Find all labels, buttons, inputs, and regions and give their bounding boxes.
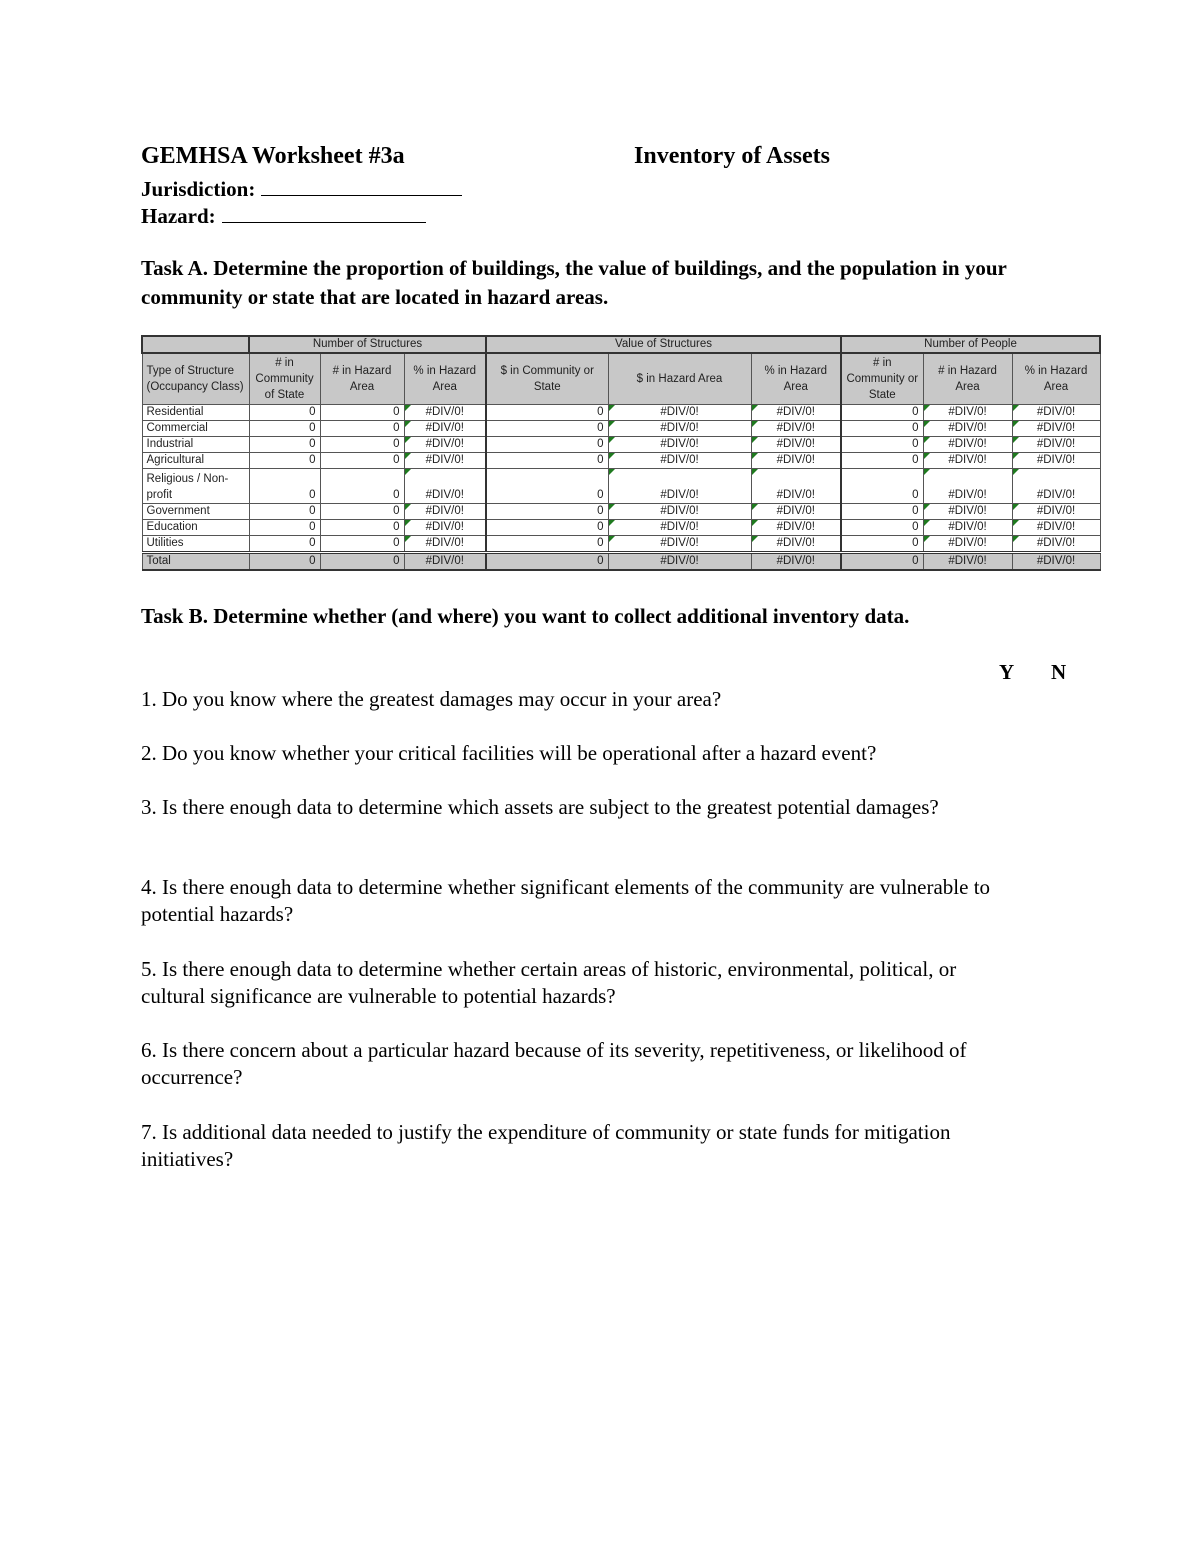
cell-value: #DIV/0! (776, 406, 815, 418)
comment-marker-icon (1013, 520, 1019, 526)
cell-pct-people (1012, 536, 1100, 553)
no-column-label: N (1051, 660, 1067, 684)
jurisdiction-field (141, 175, 462, 202)
cell-value: 0 (597, 555, 604, 567)
comment-marker-icon (1013, 405, 1019, 411)
cell-people-community (841, 504, 923, 520)
comment-marker-icon (752, 520, 758, 526)
cell-value: #DIV/0! (425, 537, 464, 549)
cell-value: #DIV/0! (1036, 454, 1076, 466)
cell-value: 0 (393, 422, 400, 434)
comment-marker-icon (405, 469, 411, 475)
cell-value: #DIV/0! (660, 422, 699, 434)
cell-value: 0 (393, 537, 400, 549)
cell-value: #DIV/0! (660, 489, 699, 501)
cell-value: 0 (597, 505, 604, 517)
cell-pct-structures (404, 421, 486, 437)
cell-value-hazard (608, 520, 751, 536)
hazard-blank[interactable] (222, 202, 426, 223)
cell-people-community (841, 453, 923, 469)
cell-people-hazard (923, 553, 1012, 571)
cell-value: #DIV/0! (425, 505, 464, 517)
cell-count-hazard (320, 504, 404, 520)
cell-value: #DIV/0! (425, 438, 464, 450)
cell-pct-structures (404, 469, 486, 504)
cell-pct-value (751, 553, 841, 571)
cell-value-community (486, 421, 608, 437)
section-title: Inventory of Assets (634, 143, 830, 169)
cell-count-hazard (320, 536, 404, 553)
cell-value: 0 (393, 505, 400, 517)
cell-count-hazard (320, 469, 404, 504)
cell-value: #DIV/0! (660, 438, 699, 450)
cell-value-community (486, 520, 608, 536)
cell-pct-value (751, 421, 841, 437)
cell-people-community (841, 520, 923, 536)
comment-marker-icon (1013, 421, 1019, 427)
question-2: 2. Do you know whether your critical facilities will be operational after a hazard event? (141, 741, 877, 765)
cell-type: Commercial (142, 421, 249, 437)
cell-value: 0 (393, 489, 400, 501)
comment-marker-icon (405, 405, 411, 411)
cell-value: 0 (597, 537, 604, 549)
cell-value: 0 (393, 438, 400, 450)
cell-pct-structures (404, 553, 486, 571)
hazard-label: Hazard: (141, 204, 216, 228)
comment-marker-icon (609, 421, 615, 427)
jurisdiction-label: Jurisdiction: (141, 177, 256, 201)
cell-value: #DIV/0! (1036, 505, 1076, 517)
table-row (142, 536, 1100, 553)
cell-value: 0 (309, 406, 316, 418)
cell-count-hazard (320, 520, 404, 536)
col-header-value-hazard: $ in Hazard Area (608, 353, 751, 405)
comment-marker-icon (405, 536, 411, 542)
cell-value: #DIV/0! (776, 537, 815, 549)
cell-value: 0 (597, 489, 604, 501)
cell-value-community (486, 453, 608, 469)
comment-marker-icon (924, 453, 930, 459)
cell-pct-people (1012, 504, 1100, 520)
cell-value: #DIV/0! (776, 422, 815, 434)
cell-value: 0 (912, 406, 919, 418)
cell-pct-people (1012, 520, 1100, 536)
cell-value: 0 (393, 555, 400, 567)
comment-marker-icon (405, 504, 411, 510)
cell-value: #DIV/0! (776, 521, 815, 533)
comment-marker-icon (609, 405, 615, 411)
table-row (142, 520, 1100, 536)
cell-value-community (486, 536, 608, 553)
comment-marker-icon (1013, 469, 1019, 475)
cell-count-hazard (320, 437, 404, 453)
cell-value: #DIV/0! (660, 555, 699, 567)
cell-value: #DIV/0! (425, 521, 464, 533)
cell-value: #DIV/0! (948, 505, 987, 517)
cell-pct-people (1012, 553, 1100, 571)
cell-value: #DIV/0! (948, 489, 987, 501)
cell-value: #DIV/0! (948, 537, 987, 549)
cell-people-community (841, 469, 923, 504)
cell-value: 0 (912, 489, 919, 501)
cell-value: 0 (597, 406, 604, 418)
table-row (142, 421, 1100, 437)
cell-value: #DIV/0! (660, 521, 699, 533)
cell-value: #DIV/0! (1036, 537, 1076, 549)
cell-value: 0 (912, 521, 919, 533)
assets-table-body (142, 405, 1100, 571)
cell-value: 0 (597, 454, 604, 466)
cell-value: 0 (912, 422, 919, 434)
cell-count-hazard (320, 405, 404, 421)
comment-marker-icon (752, 405, 758, 411)
comment-marker-icon (752, 421, 758, 427)
comment-marker-icon (405, 520, 411, 526)
cell-value: 0 (597, 521, 604, 533)
col-header-people-community: # in Community or State (841, 353, 923, 405)
jurisdiction-blank[interactable] (261, 175, 462, 196)
col-header-value-community: $ in Community or State (486, 353, 608, 405)
question-5: 5. Is there enough data to determine whether certain areas of historic, environmental, political, or cultural significance are vulnerable to potential hazards? (141, 957, 957, 1008)
worksheet-title: GEMHSA Worksheet #3a (141, 143, 405, 169)
cell-value: #DIV/0! (660, 505, 699, 517)
group-header-people: Number of People (841, 336, 1100, 353)
cell-value: #DIV/0! (776, 454, 815, 466)
cell-type: Government (142, 504, 249, 520)
cell-people-hazard (923, 536, 1012, 553)
cell-pct-structures (404, 504, 486, 520)
cell-count-community (249, 453, 320, 469)
cell-pct-people (1012, 405, 1100, 421)
question-6: 6. Is there concern about a particular hazard because of its severity, repetitiveness, or likelihood of occurrence? (141, 1038, 967, 1089)
cell-people-hazard (923, 504, 1012, 520)
cell-value: 0 (912, 555, 919, 567)
cell-value: 0 (309, 555, 316, 567)
question-1: 1. Do you know where the greatest damages may occur in your area? (141, 687, 722, 711)
cell-pct-structures (404, 453, 486, 469)
table-row (142, 504, 1100, 520)
cell-value: 0 (309, 521, 316, 533)
comment-marker-icon (924, 536, 930, 542)
cell-pct-value (751, 520, 841, 536)
column-header-row (142, 353, 1100, 405)
cell-value: #DIV/0! (776, 489, 815, 501)
cell-value-community (486, 405, 608, 421)
col-header-pct-people: % in Hazard Area (1012, 353, 1100, 405)
cell-value: 0 (309, 422, 316, 434)
cell-value: 0 (393, 454, 400, 466)
cell-value: 0 (393, 406, 400, 418)
table-row (142, 469, 1100, 504)
cell-value: #DIV/0! (948, 521, 987, 533)
comment-marker-icon (924, 504, 930, 510)
cell-people-hazard (923, 469, 1012, 504)
cell-value: #DIV/0! (425, 406, 464, 418)
cell-people-community (841, 437, 923, 453)
cell-value: #DIV/0! (948, 406, 987, 418)
cell-value: #DIV/0! (660, 537, 699, 549)
cell-value: #DIV/0! (948, 422, 987, 434)
yes-column-label: Y (999, 660, 1015, 684)
cell-type: Total (142, 553, 249, 571)
cell-count-community (249, 405, 320, 421)
cell-value: 0 (912, 438, 919, 450)
cell-value: #DIV/0! (948, 454, 987, 466)
cell-value: #DIV/0! (1036, 438, 1076, 450)
cell-type: Religious / Non-profit (142, 469, 249, 504)
cell-value: #DIV/0! (425, 555, 464, 567)
comment-marker-icon (609, 469, 615, 475)
cell-pct-people (1012, 469, 1100, 504)
cell-value: 0 (309, 537, 316, 549)
cell-count-community (249, 469, 320, 504)
total-row (142, 553, 1100, 571)
cell-pct-structures (404, 536, 486, 553)
cell-people-community (841, 405, 923, 421)
cell-value-community (486, 469, 608, 504)
comment-marker-icon (609, 437, 615, 443)
cell-count-community (249, 536, 320, 553)
comment-marker-icon (609, 504, 615, 510)
cell-count-hazard (320, 553, 404, 571)
comment-marker-icon (924, 520, 930, 526)
comment-marker-icon (405, 437, 411, 443)
cell-value-hazard (608, 405, 751, 421)
comment-marker-icon (924, 437, 930, 443)
cell-people-hazard (923, 437, 1012, 453)
col-header-pct-structures: % in Hazard Area (404, 353, 486, 405)
comment-marker-icon (1013, 453, 1019, 459)
group-header-structures: Number of Structures (249, 336, 486, 353)
cell-people-hazard (923, 520, 1012, 536)
cell-value: 0 (309, 489, 316, 501)
cell-type: Agricultural (142, 453, 249, 469)
table-row (142, 453, 1100, 469)
cell-value: #DIV/0! (1036, 406, 1076, 418)
comment-marker-icon (1013, 536, 1019, 542)
cell-type: Education (142, 520, 249, 536)
cell-value-hazard (608, 553, 751, 571)
cell-value-hazard (608, 536, 751, 553)
assets-table-wrapper (141, 335, 1099, 571)
cell-pct-people (1012, 421, 1100, 437)
cell-value: #DIV/0! (660, 406, 699, 418)
comment-marker-icon (924, 469, 930, 475)
cell-count-hazard (320, 453, 404, 469)
cell-value-community (486, 437, 608, 453)
cell-pct-value (751, 504, 841, 520)
cell-value: #DIV/0! (425, 422, 464, 434)
cell-count-community (249, 437, 320, 453)
group-header-value: Value of Structures (486, 336, 841, 353)
cell-people-hazard (923, 421, 1012, 437)
question-4: 4. Is there enough data to determine whether significant elements of the community are vulnerable to potential hazards? (141, 875, 991, 926)
cell-pct-value (751, 405, 841, 421)
cell-value: #DIV/0! (776, 555, 815, 567)
cell-pct-structures (404, 520, 486, 536)
cell-value: #DIV/0! (1036, 521, 1076, 533)
cell-value-hazard (608, 453, 751, 469)
comment-marker-icon (1013, 437, 1019, 443)
cell-pct-value (751, 437, 841, 453)
cell-count-community (249, 504, 320, 520)
group-header-blank (142, 336, 249, 353)
comment-marker-icon (752, 437, 758, 443)
task-a-instructions: Task A. Determine the proportion of buildings, the value of buildings, and the population in your community or state that are located in hazard areas. (141, 256, 1007, 309)
cell-value: 0 (309, 454, 316, 466)
cell-count-hazard (320, 421, 404, 437)
cell-value: #DIV/0! (948, 555, 987, 567)
comment-marker-icon (752, 504, 758, 510)
cell-value: #DIV/0! (425, 454, 464, 466)
cell-people-hazard (923, 453, 1012, 469)
table-row (142, 405, 1100, 421)
cell-value: 0 (597, 422, 604, 434)
cell-people-community (841, 536, 923, 553)
cell-value: #DIV/0! (1036, 489, 1076, 501)
cell-value: #DIV/0! (425, 489, 464, 501)
cell-pct-value (751, 469, 841, 504)
cell-type: Residential (142, 405, 249, 421)
cell-pct-value (751, 536, 841, 553)
group-header-row (142, 336, 1100, 353)
cell-value: 0 (309, 438, 316, 450)
comment-marker-icon (405, 453, 411, 459)
cell-type: Utilities (142, 536, 249, 553)
cell-people-community (841, 421, 923, 437)
cell-value-hazard (608, 437, 751, 453)
cell-value-hazard (608, 504, 751, 520)
task-b-instructions: Task B. Determine whether (and where) you want to collect additional inventory data. (141, 604, 910, 628)
cell-pct-structures (404, 405, 486, 421)
cell-pct-people (1012, 453, 1100, 469)
cell-value: 0 (912, 537, 919, 549)
cell-value: #DIV/0! (1036, 422, 1076, 434)
comment-marker-icon (609, 453, 615, 459)
comment-marker-icon (924, 405, 930, 411)
comment-marker-icon (405, 421, 411, 427)
table-row (142, 437, 1100, 453)
question-7: 7. Is additional data needed to justify the expenditure of community or state funds for mitigation initiatives? (141, 1120, 951, 1171)
comment-marker-icon (924, 421, 930, 427)
cell-value: 0 (597, 438, 604, 450)
cell-count-community (249, 421, 320, 437)
cell-value: #DIV/0! (660, 454, 699, 466)
cell-count-community (249, 520, 320, 536)
cell-value: 0 (393, 521, 400, 533)
cell-value: 0 (912, 505, 919, 517)
cell-pct-people (1012, 437, 1100, 453)
cell-value-hazard (608, 421, 751, 437)
cell-value-community (486, 553, 608, 571)
col-header-type: Type of Structure (Occupancy Class) (142, 353, 249, 405)
cell-value: #DIV/0! (1036, 555, 1076, 567)
cell-value: #DIV/0! (948, 438, 987, 450)
col-header-count-community: # in Community of State (249, 353, 320, 405)
assets-table (141, 335, 1101, 571)
cell-type: Industrial (142, 437, 249, 453)
comment-marker-icon (752, 453, 758, 459)
cell-value-hazard (608, 469, 751, 504)
cell-pct-structures (404, 437, 486, 453)
cell-value: 0 (912, 454, 919, 466)
comment-marker-icon (1013, 504, 1019, 510)
cell-value: #DIV/0! (776, 438, 815, 450)
cell-value: #DIV/0! (776, 505, 815, 517)
comment-marker-icon (752, 536, 758, 542)
col-header-count-hazard: # in Hazard Area (320, 353, 404, 405)
cell-people-community (841, 553, 923, 571)
col-header-people-hazard: # in Hazard Area (923, 353, 1012, 405)
comment-marker-icon (752, 469, 758, 475)
hazard-field (141, 202, 426, 229)
cell-value-community (486, 504, 608, 520)
comment-marker-icon (609, 536, 615, 542)
cell-count-community (249, 553, 320, 571)
col-header-pct-value: % in Hazard Area (751, 353, 841, 405)
question-3: 3. Is there enough data to determine which assets are subject to the greatest potential damages? (141, 795, 939, 819)
cell-value: 0 (309, 505, 316, 517)
cell-pct-value (751, 453, 841, 469)
comment-marker-icon (609, 520, 615, 526)
cell-people-hazard (923, 405, 1012, 421)
